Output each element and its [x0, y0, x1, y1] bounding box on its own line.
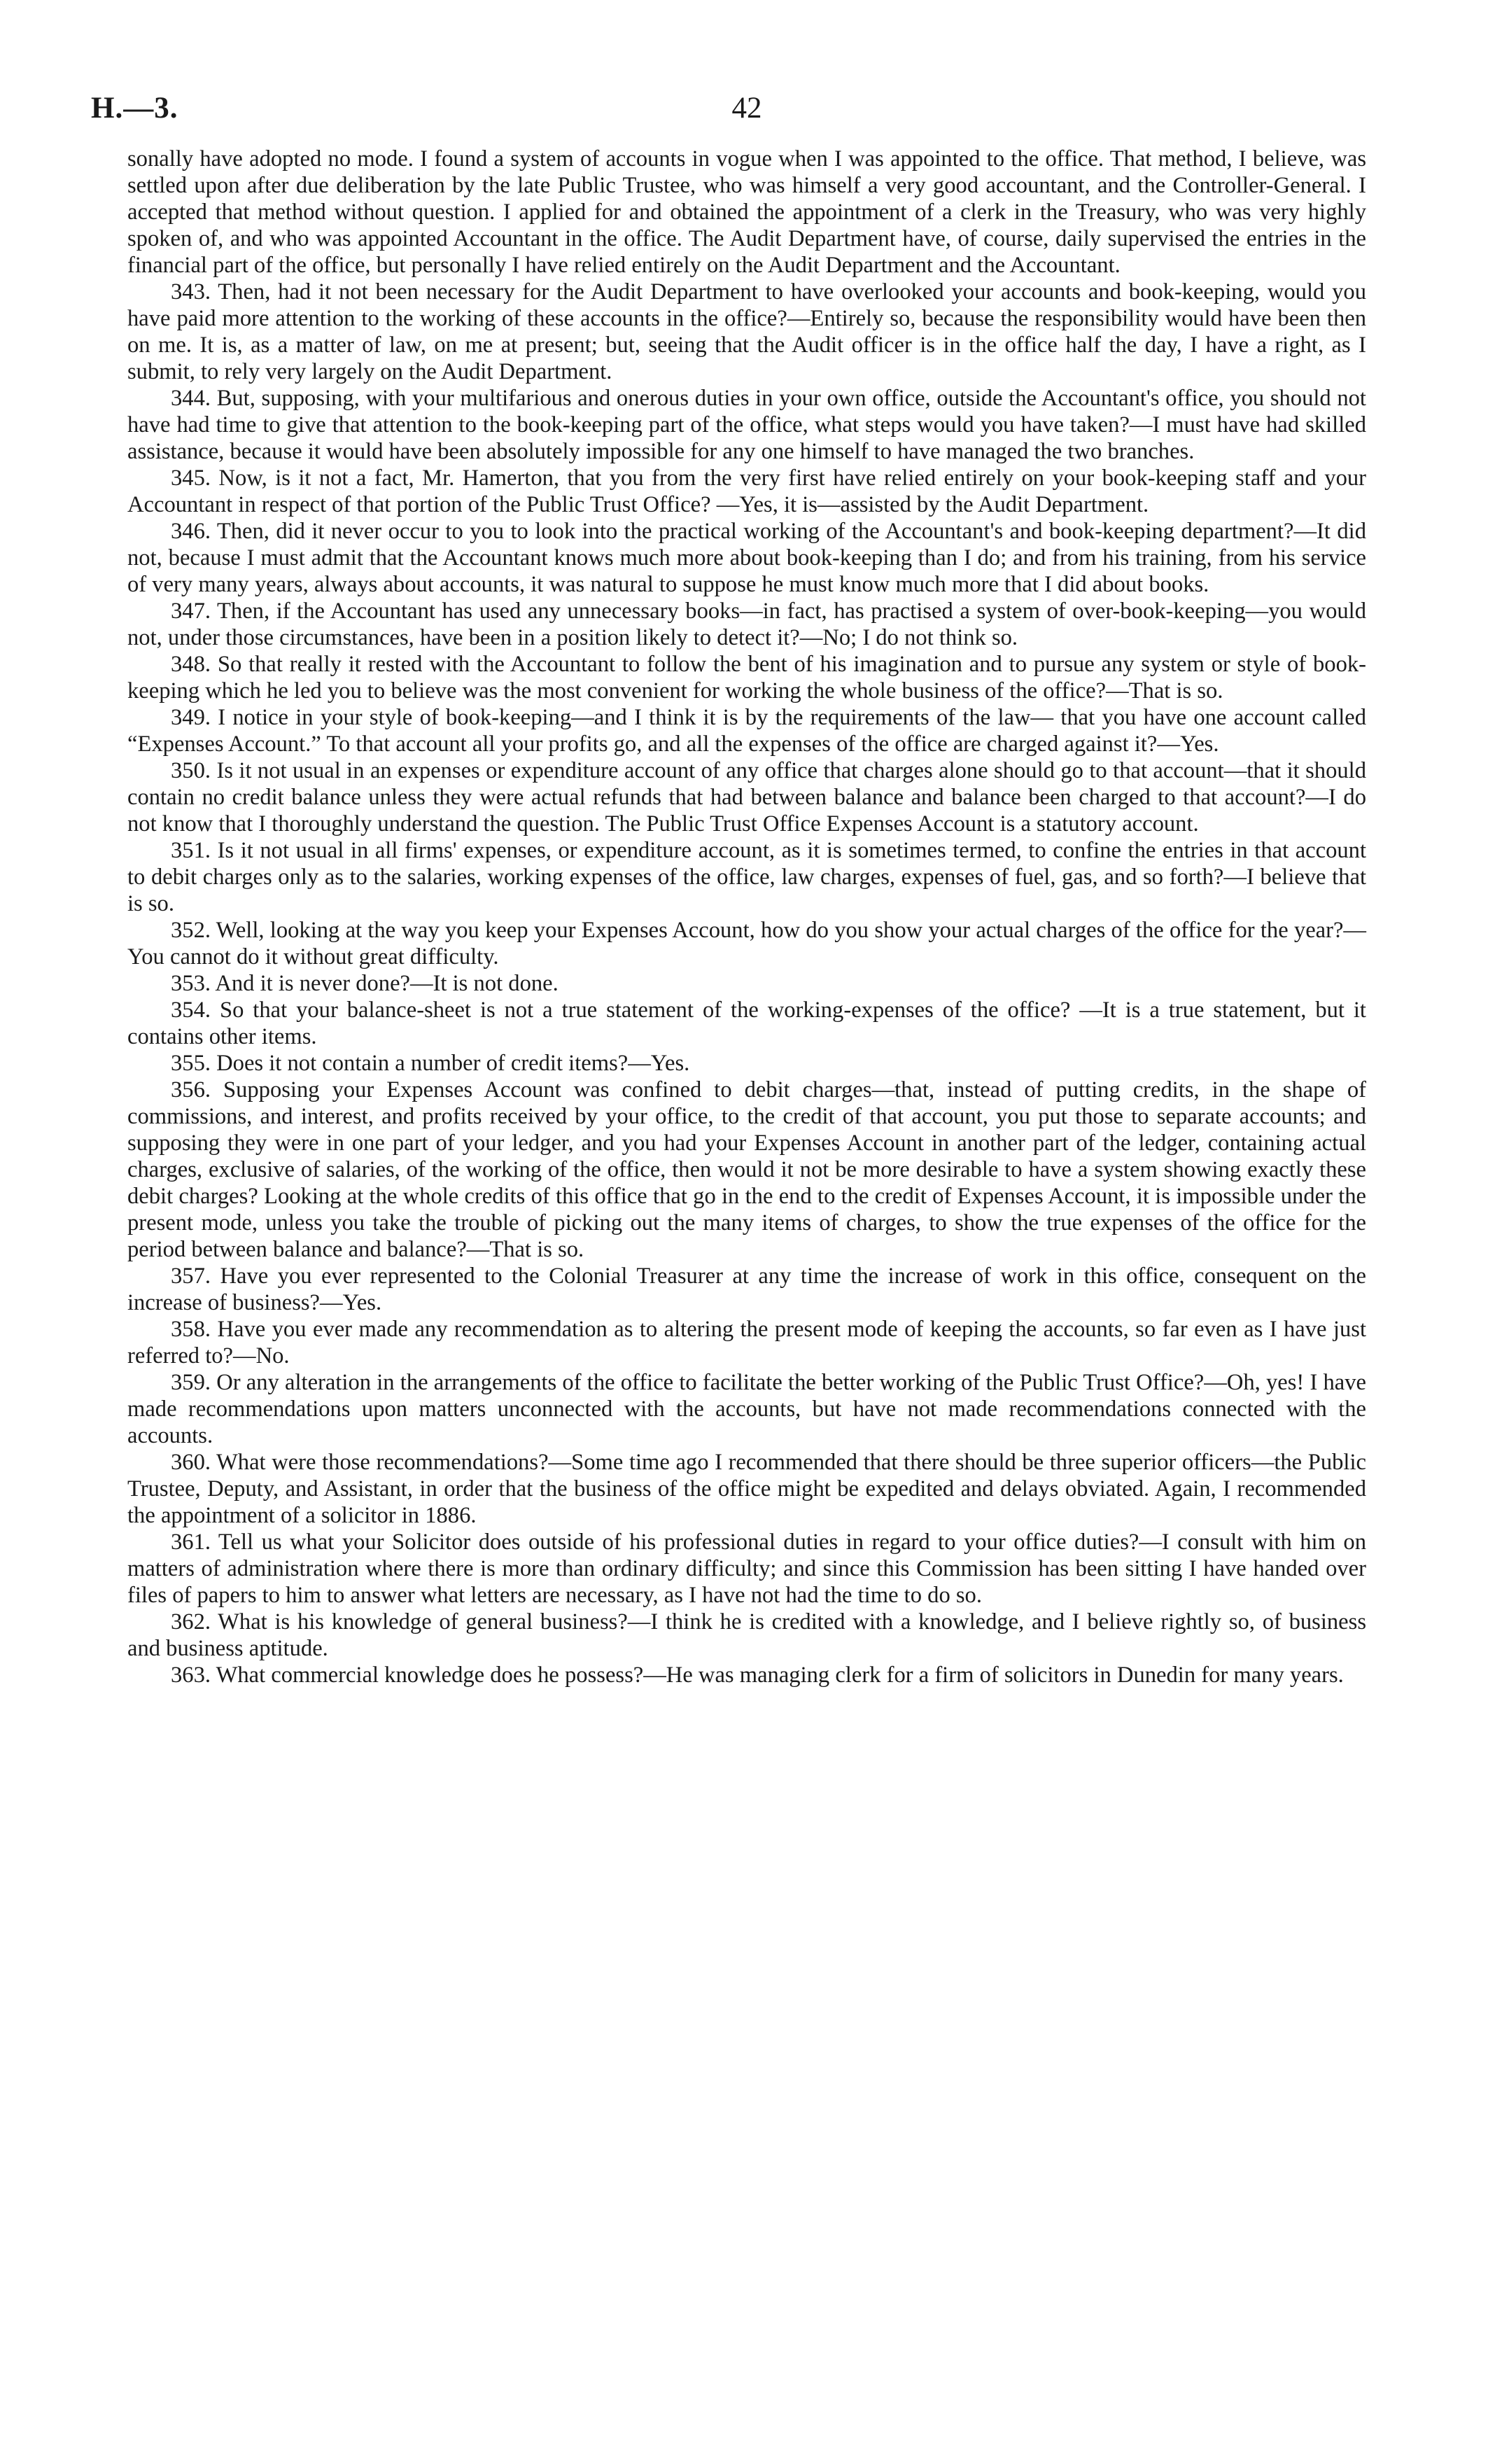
paragraph-343: 343. Then, had it not been necessary for the Audit Department to have overlooked your accounts and book-keeping, would you have paid more attention to the working of these accounts in the office?—Entirely so, because the responsibility would have been then on me. It is, as a matter of law, on me at present; but, seeing that the Audit officer is in the office half the day, I have a right, as I submit, to rely very largely on the Audit Department.	[127, 279, 1366, 384]
paragraph-361: 361. Tell us what your Solicitor does outside of his professional duties in regard to your office duties?—I consult with him on matters of administration where there is more than ordinary difficulty; and since this Commission has been sitting I have handed over files of papers to him to answer what letters are necessary, as I have not had the time to do so.	[127, 1530, 1366, 1608]
paragraph-362: 362. What is his knowledge of general business?—I think he is credited with a knowledge, and I believe rightly so, of business and business aptitude.	[127, 1609, 1366, 1661]
paragraph-358: 358. Have you ever made any recommendation as to altering the present mode of keeping the accounts, so far even as I have just referred to?—No.	[127, 1317, 1366, 1368]
paragraph-357: 357. Have you ever represented to the Colonial Treasurer at any time the increase of work in this office, consequent on the increase of business?—Yes.	[127, 1264, 1366, 1315]
paragraph-346: 346. Then, did it never occur to you to look into the practical working of the Accountant's and book-keeping department?—It did not, because I must admit that the Accountant knows much more about book-keeping than I do; and from his training, from his service of very many years, always about accounts, it was natural to suppose he must know much more that I did about books.	[127, 519, 1366, 597]
paragraph-354: 354. So that your balance-sheet is not a true statement of the working-expenses of the office? —It is a true statement, but it contains other items.	[127, 997, 1366, 1049]
document-reference: H.—3.	[91, 92, 178, 125]
document-page	[91, 91, 1366, 1688]
paragraph-353: 353. And it is never done?—It is not done.	[171, 971, 559, 996]
paragraph-363: 363. What commercial knowledge does he possess?—He was managing clerk for a firm of solicitors in Dunedin for many years.	[171, 1662, 1344, 1688]
paragraph-347: 347. Then, if the Accountant has used any unnecessary books—in fact, has practised a system of over-book-keeping—you would not, under those circumstances, have been in a position likely to detect it?—No; I do not think so.	[127, 598, 1366, 650]
paragraph-continuation: sonally have adopted no mode. I found a system of accounts in vogue when I was appointed to the office. That method, I believe, was settled upon after due deliberation by the late Public Trustee, who was himself a very good accountant, and the Controller-General. I accepted that method without question. I applied for and obtained the appointment of a clerk in the Treasury, who was very highly spoken of, and who was appointed Accountant in the office. The Audit Department have, of course, daily supervised the entries in the financial part of the office, but personally I have relied entirely on the Audit Department and the Accountant.	[127, 146, 1366, 278]
paragraph-345: 345. Now, is it not a fact, Mr. Hamerton, that you from the very first have relied entirely on your book-keeping staff and your Accountant in respect of that portion of the Public Trust Office? —Yes, it is—assisted by the Audit Department.	[127, 465, 1366, 517]
paragraph-344: 344. But, supposing, with your multifarious and onerous duties in your own office, outside the Accountant's office, you should not have had time to give that attention to the book-keeping part of the office, what steps would you have taken?—I must have had skilled assistance, because it would have been absolutely impossible for any one himself to have managed the two branches.	[127, 386, 1366, 464]
paragraph-359: 359. Or any alteration in the arrangements of the office to facilitate the better working of the Public Trust Office?—Oh, yes! I have made recommendations upon matters unconnected with the accounts, but have not made recommendations connected with the accounts.	[127, 1370, 1366, 1448]
paragraph-355: 355. Does it not contain a number of credit items?—Yes.	[171, 1051, 690, 1076]
page-header	[91, 91, 1366, 146]
document-body	[127, 146, 1366, 1688]
paragraph-350: 350. Is it not usual in an expenses or expenditure account of any office that charges alone should go to that account—that it should contain no credit balance unless they were actual refunds that had between balance and balance been charged to that account?—I do not know that I thoroughly understand the question. The Public Trust Office Expenses Account is a statutory account.	[127, 758, 1366, 836]
paragraph-356: 356. Supposing your Expenses Account was confined to debit charges—that, instead of putting credits, in the shape of commissions, and interest, and profits received by your office, to the credit of that account, you put those to separate accounts; and supposing they were in one part of your ledger, and you had your Expenses Account in another part of the ledger, containing actual charges, exclusive of salaries, of the working of the office, then would it not be more desirable to have a system showing exactly these debit charges? Looking at the whole credits of this office that go in the end to the credit of Expenses Account, it is impossible under the present mode, unless you take the trouble of picking out the many items of charges, to show the true expenses of the office for the period between balance and balance?—That is so.	[127, 1077, 1366, 1262]
page-number: 42	[731, 92, 762, 125]
paragraph-360: 360. What were those recommendations?—Some time ago I recommended that there should be three superior officers—the Public Trustee, Deputy, and Assistant, in order that the business of the office might be expedited and delays obviated. Again, I recommended the appointment of a solicitor in 1886.	[127, 1450, 1366, 1528]
paragraph-351: 351. Is it not usual in all firms' expenses, or expenditure account, as it is sometimes termed, to confine the entries in that account to debit charges only as to the salaries, working expenses of the office, law charges, expenses of fuel, gas, and so forth?—I believe that is so.	[127, 838, 1366, 916]
paragraph-352: 352. Well, looking at the way you keep your Expenses Account, how do you show your actual charges of the office for the year?—You cannot do it without great difficulty.	[127, 918, 1366, 969]
paragraph-349: 349. I notice in your style of book-keeping—and I think it is by the requirements of the law— that you have one account called “Expenses Account.” To that account all your profits go, and all the expenses of the office are charged against it?—Yes.	[127, 705, 1366, 757]
paragraph-348: 348. So that really it rested with the Accountant to follow the bent of his imagination and to pursue any system or style of book-keeping which he led you to believe was the most convenient for working the whole business of the office?—That is so.	[127, 652, 1366, 704]
